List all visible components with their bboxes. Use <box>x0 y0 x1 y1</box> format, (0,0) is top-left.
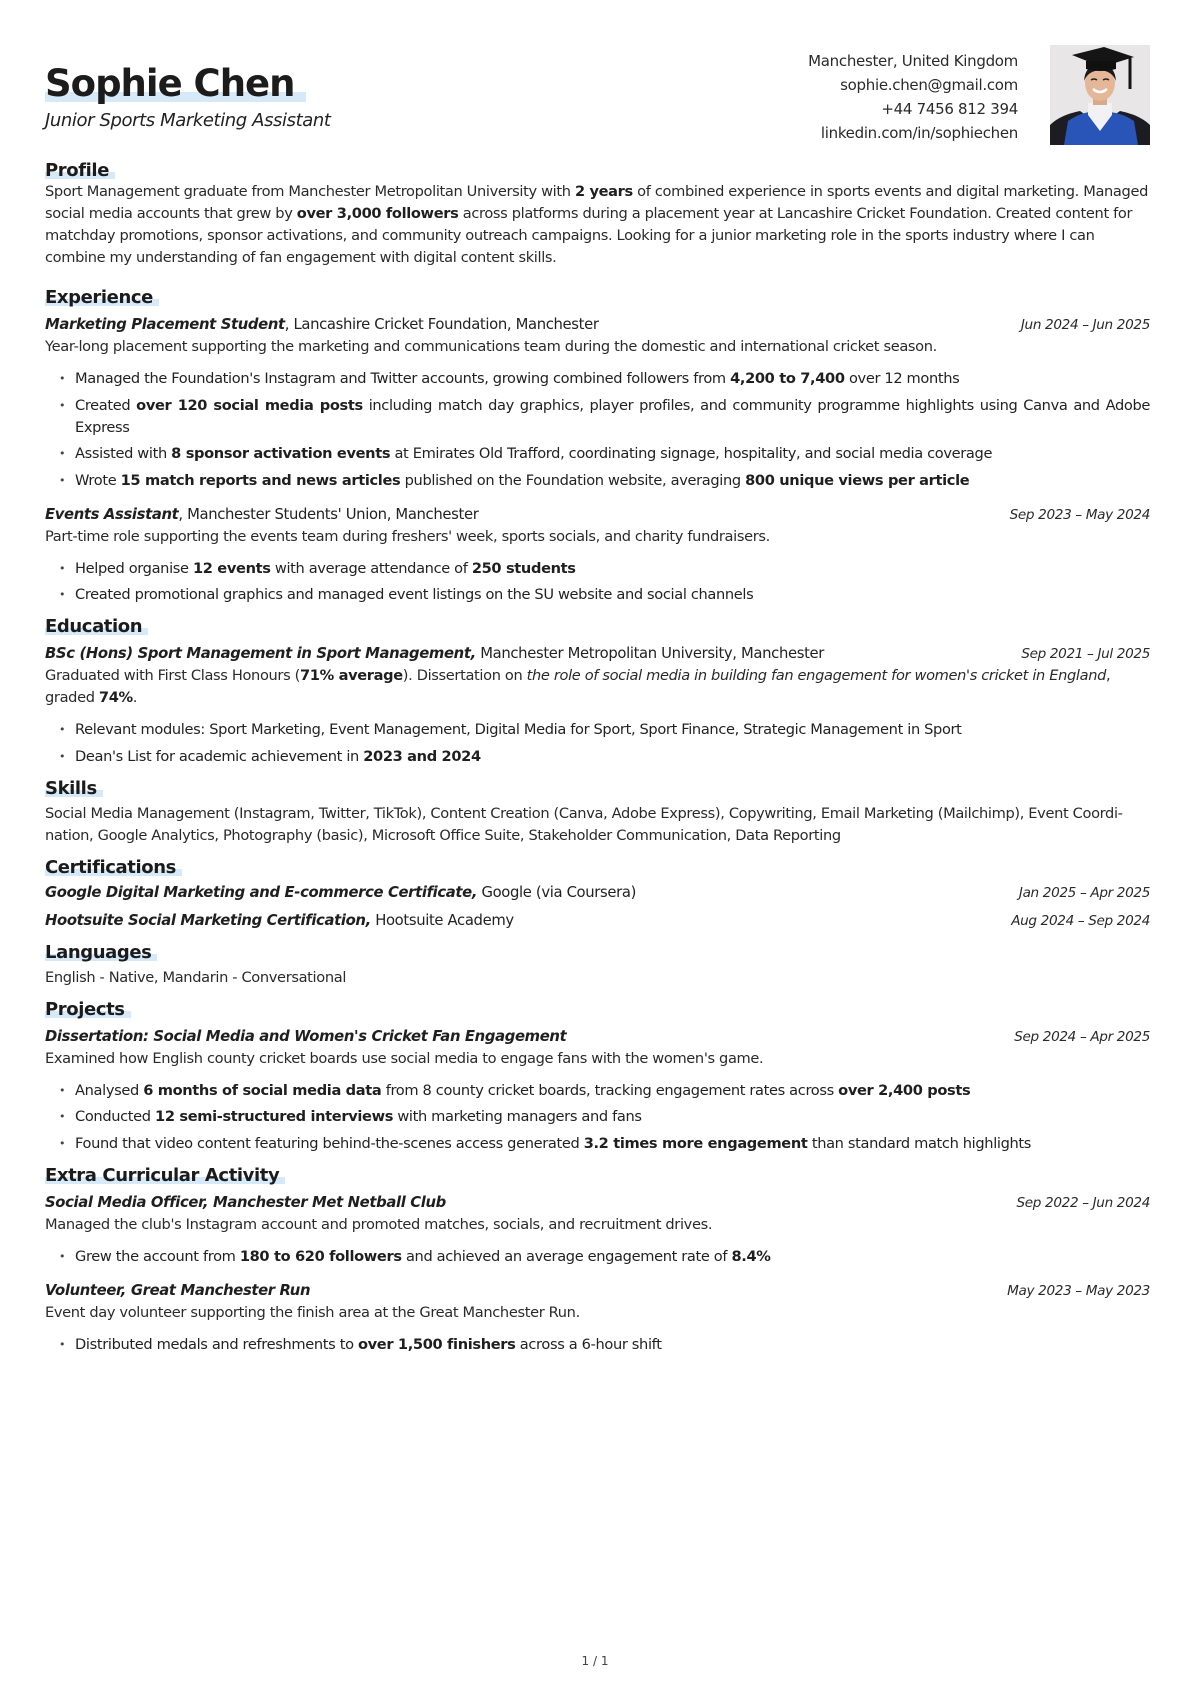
bullet-list <box>45 368 1150 492</box>
bullet-item: • Wrote 15 match reports and news articles published on the Foundation website, averaging 800 unique views per article <box>45 470 1150 492</box>
certification-issuer: Hootsuite Academy <box>370 911 514 929</box>
job-title: Junior Sports Marketing Assistant <box>45 110 331 131</box>
bullet-item: • Created over 120 social media posts including match day graphics, player profiles, and community programme highlights using Canva and Adobe Express <box>45 395 1150 439</box>
entry <box>45 1192 1150 1268</box>
section-heading: Skills <box>45 777 97 799</box>
entry-summary: Year-long placement supporting the marketing and communications team during the domestic and international cricket season. <box>45 338 937 355</box>
entry-organization: Manchester Metropolitan University, Manchester <box>475 645 825 662</box>
graduate-portrait-icon <box>1050 45 1150 145</box>
entry-organization: , Manchester Students' Union, Manchester <box>178 505 479 523</box>
languages-list: English - Native, Mandarin - Conversational <box>45 968 347 986</box>
bullet-item: • Helped organise 12 events with average attendance of 250 students <box>45 558 1150 580</box>
section-heading: Experience <box>45 287 153 308</box>
entry-header <box>45 643 1150 665</box>
entry-date: Sep 2022 – Jun 2024 <box>1016 1194 1150 1211</box>
bullet-item: • Grew the account from 180 to 620 followers and achieved an average engagement rate of 8.4% <box>45 1246 1150 1268</box>
section-heading: Projects <box>45 998 125 1020</box>
extracurricular-list <box>45 1192 1150 1356</box>
certification-name: Google Digital Marketing and E-commerce Certificate, <box>45 883 478 901</box>
entry-summary: Examined how English county cricket boards use social media to engage fans with the women's game. <box>45 1049 764 1067</box>
bullet-item: • Conducted 12 semi-structured interviews with marketing managers and fans <box>45 1106 1150 1128</box>
entry-date: May 2023 – May 2023 <box>1007 1282 1150 1299</box>
section-heading: Certifications <box>45 856 176 878</box>
bullet-item: • Assisted with 8 sponsor activation events at Emirates Old Trafford, coordinating signage, hospitality, and social media coverage <box>45 443 1150 465</box>
page-indicator: 1 / 1 <box>581 1654 609 1668</box>
bullet-list <box>45 1080 1150 1155</box>
bullet-list <box>45 1246 1150 1268</box>
extracurricular-section <box>45 1165 1150 1356</box>
experience-list <box>45 314 1150 606</box>
entry-summary: Part-time role supporting the events team during freshers' week, sports socials, and charity fundraisers. <box>45 527 770 545</box>
entry-date: Jun 2024 – Jun 2025 <box>1020 317 1150 333</box>
section-heading: Languages <box>45 941 152 963</box>
skills-section <box>45 778 1150 847</box>
entry-role: BSc (Hons) Sport Management in Sport Management, <box>45 645 476 662</box>
skills-list: Social Media Management (Instagram, Twitter, TikTok), Content Creation (Canva, Adobe Express), Copywriting, Email Marketing (Mailchimp), Event Coordi-nation, Google Analytics, Photography (basic), Microsoft Office Suite, Stakeholder Communication, Data Reporting <box>45 804 1123 844</box>
section-heading: Education <box>45 616 143 637</box>
certification-date: Jan 2025 – Apr 2025 <box>1018 884 1150 901</box>
contact-phone: +44 7456 812 394 <box>881 100 1018 118</box>
profile-photo <box>1050 45 1150 145</box>
bullet-item: • Relevant modules: Sport Marketing, Event Management, Digital Media for Sport, Sport Finance, Strategic Management in Sport <box>45 719 1150 741</box>
resume-page <box>45 0 1150 1360</box>
entry-date: Sep 2024 – Apr 2025 <box>1014 1028 1150 1045</box>
bullet-item: • Dean's List for academic achievement in 2023 and 2024 <box>45 746 1150 768</box>
languages-section <box>45 942 1150 989</box>
certification-date: Aug 2024 – Sep 2024 <box>1011 912 1150 929</box>
bullet-item: • Distributed medals and refreshments to over 1,500 finishers across a 6-hour shift <box>45 1334 1150 1356</box>
entry <box>45 1280 1150 1356</box>
entry-role: Volunteer, Great Manchester Run <box>45 1281 311 1299</box>
certification-name: Hootsuite Social Marketing Certification, <box>45 911 371 929</box>
entry-summary: Event day volunteer supporting the finish area at the Great Manchester Run. <box>45 1303 580 1321</box>
contact-linkedin[interactable]: linkedin.com/in/sophiechen <box>820 124 1018 142</box>
candidate-name: Sophie Chen <box>45 62 295 105</box>
entry-role: Social Media Officer, Manchester Met Netball Club <box>45 1193 446 1211</box>
entry-date: Sep 2021 – Jul 2025 <box>1021 646 1150 662</box>
entry <box>45 314 1150 492</box>
projects-list <box>45 1026 1150 1155</box>
bullet-list <box>45 719 1150 768</box>
entry <box>45 1026 1150 1155</box>
profile-section <box>45 160 1150 269</box>
certification-item <box>45 910 1150 932</box>
entry-summary: Managed the club's Instagram account and promoted matches, socials, and recruitment drives. <box>45 1215 713 1233</box>
entry-role: Marketing Placement Student <box>45 316 285 333</box>
entry-role: Events Assistant <box>45 505 179 523</box>
entry-role: Dissertation: Social Media and Women's Cricket Fan Engagement <box>45 1027 567 1045</box>
entry-organization: , Lancashire Cricket Foundation, Manchester <box>284 316 599 333</box>
bullet-item: • Analysed 6 months of social media data from 8 county cricket boards, tracking engagement rates across over 2,400 posts <box>45 1080 1150 1102</box>
entry-header <box>45 1280 1150 1302</box>
entry <box>45 504 1150 607</box>
entry <box>45 643 1150 768</box>
bullet-item: • Managed the Foundation's Instagram and Twitter accounts, growing combined followers from 4,200 to 7,400 over 12 months <box>45 368 1150 390</box>
name-block <box>45 62 294 106</box>
certification-issuer: Google (via Coursera) <box>477 883 637 901</box>
education-section <box>45 616 1150 768</box>
bullet-list <box>45 1334 1150 1356</box>
education-list <box>45 643 1150 768</box>
entry-header <box>45 1192 1150 1214</box>
entry-summary: Graduated with First Class Honours (71% average). Dissertation on the role of social media in building fan engagement for women's cricket in England, graded 74%. <box>45 667 1111 706</box>
certification-item <box>45 882 1150 904</box>
profile-summary: Sport Management graduate from Manchester Metropolitan University with 2 years of combined experience in sports events and digital marketing. Managed social media accounts that grew by over 3,000 followers across platforms during a placement year at Lancashire Cricket Foundation. Created content for matchday promotions, sponsor activations, and community outreach campaigns. Looking for a junior marketing role in the sports industry where I can combine my understanding of fan engagement with digital content skills. <box>45 183 1148 266</box>
contact-email[interactable]: sophie.chen@gmail.com <box>840 76 1018 94</box>
projects-section <box>45 999 1150 1155</box>
contact-info <box>808 49 1018 145</box>
certifications-section <box>45 857 1150 932</box>
section-heading: Profile <box>45 160 110 181</box>
contact-location: Manchester, United Kingdom <box>808 52 1018 70</box>
entry-date: Sep 2023 – May 2024 <box>1009 506 1150 523</box>
section-heading: Extra Curricular Activity <box>45 1164 280 1186</box>
entry-header <box>45 504 1150 526</box>
entry-header <box>45 1026 1150 1048</box>
bullet-item: • Found that video content featuring behind-the-scenes access generated 3.2 times more engagement than standard match highlights <box>45 1133 1150 1155</box>
bullet-list <box>45 558 1150 607</box>
bullet-item: • Created promotional graphics and managed event listings on the SU website and social channels <box>45 584 1150 606</box>
experience-section <box>45 287 1150 606</box>
resume-header <box>45 0 1150 155</box>
entry-header <box>45 314 1150 336</box>
